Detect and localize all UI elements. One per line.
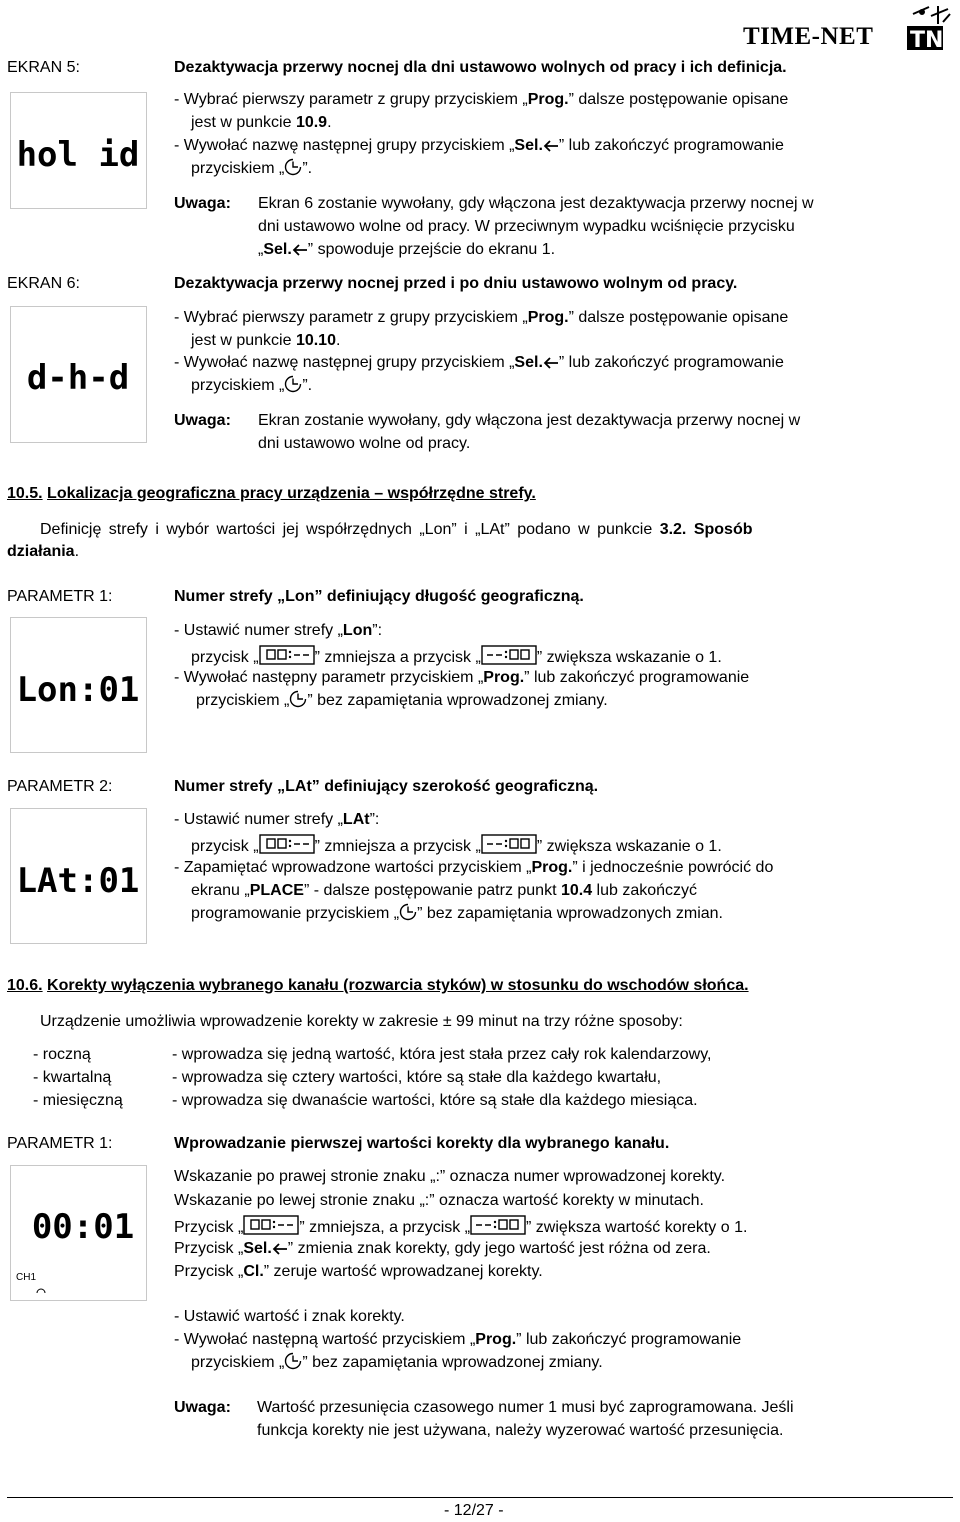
increase-button-icon — [470, 1215, 526, 1235]
screen6-note-line2: dni ustawowo wolne od pracy. — [258, 435, 471, 452]
brand-name: TIME-NET — [743, 23, 874, 50]
param1-corr-note-label: Uwaga: — [174, 1399, 231, 1416]
param1-corr-label: PARAMETR 1: — [7, 1135, 113, 1152]
lcd-lat-text: LAt:01 — [16, 861, 140, 901]
mode-name: - roczną — [33, 1046, 91, 1063]
param1-corr-info1: Wskazanie po prawej stronie znaku „:” oznacza numer wprowadzonej korekty. — [174, 1168, 726, 1185]
param1-corr-note-line2: funkcja korekty nie jest używana, należy wyzerować wartość przesunięcia. — [257, 1422, 784, 1439]
screen5-label: EKRAN 5: — [7, 59, 80, 76]
page-number: - 12/27 - — [444, 1502, 504, 1519]
param1-corr-step1: - Ustawić wartość i znak korekty. — [174, 1308, 405, 1325]
increase-button-icon — [481, 645, 537, 665]
lcd-correction-text: 00:01 — [31, 1207, 135, 1247]
arrow-left-icon — [292, 243, 308, 257]
section-10-5-para-line1: Definicję strefy i wybór wartości jej współrzędnych „Lon” i „LAt” podano w punkcie 3.2. Sposób — [40, 521, 753, 538]
screen6-note-label: Uwaga: — [174, 412, 231, 429]
mode-name: - miesięczną — [33, 1092, 123, 1109]
section-10-5-para-line2: działania. — [7, 543, 80, 560]
lcd-lon — [10, 617, 147, 753]
lcd-screen6-text: d-h-d — [26, 358, 130, 398]
decrease-button-icon — [243, 1215, 299, 1235]
decrease-button-icon — [259, 834, 315, 854]
param1-lon-line2: przycisk „ ” zmniejsza a przycisk „ ” zwiększa wskazanie o 1. — [191, 645, 722, 669]
param1-corr-info5: Przycisk „Cl.” zeruje wartość wprowadzanej korekty. — [174, 1263, 543, 1280]
param1-corr-info2: Wskazanie po lewej stronie znaku „:” oznacza wartość korekty w minutach. — [174, 1192, 704, 1209]
param2-lat-line2: przycisk „ ” zmniejsza a przycisk „ ” zwiększa wskazanie o 1. — [191, 834, 722, 858]
screen5-note-line3: „Sel. ” spowoduje przejście do ekranu 1. — [258, 241, 556, 258]
sun-arc-icon — [37, 1289, 45, 1293]
param1-corr-step3: przyciskiem „ ” bez zapamiętania wprowadzonej zmiany. — [191, 1354, 603, 1371]
arrow-left-icon — [543, 139, 559, 153]
lcd-screen5-text: hol id — [16, 135, 140, 175]
param2-lat-line5: programowanie przyciskiem „ ” bez zapamiętania wprowadzonych zmian. — [191, 905, 723, 922]
param1-lon-line3: - Wywołać następny parametr przyciskiem „Prog.” lub zakończyć programowanie — [174, 669, 750, 686]
mode-desc: - wprowadza się cztery wartości, które są stałe dla każdego kwartału, — [172, 1069, 662, 1086]
section-10-6-intro: Urządzenie umożliwia wprowadzenie korekty w zakresie ± 99 minut na trzy różne sposoby: — [40, 1013, 683, 1030]
param2-lat-line3: - Zapamiętać wprowadzone wartości przyciskiem „Prog.” i jednocześnie powrócić do — [174, 859, 774, 876]
screen5-note-label: Uwaga: — [174, 195, 231, 212]
mode-desc: - wprowadza się dwanaście wartości, które są stałe dla każdego miesiąca. — [172, 1092, 698, 1109]
lcd-lat — [10, 808, 147, 944]
screen6-title: Dezaktywacja przerwy nocnej przed i po dniu ustawowo wolnym od pracy. — [174, 275, 738, 292]
footer-divider — [7, 1497, 953, 1498]
screen5-line3: - Wywołać nazwę następnej grupy przyciskiem „Sel. ” lub zakończyć programowanie — [174, 137, 784, 154]
screen5-line1: - Wybrać pierwszy parametr z grupy przyciskiem „Prog.” dalsze postępowanie opisane — [174, 91, 789, 108]
lcd-screen6 — [10, 306, 147, 443]
param1-lon-title: Numer strefy „Lon” definiujący długość geograficzną. — [174, 588, 584, 605]
clock-icon — [284, 1352, 302, 1370]
increase-button-icon — [481, 834, 537, 854]
screen6-line2: jest w punkcie 10.10. — [191, 332, 341, 349]
mode-name: - kwartalną — [33, 1069, 112, 1086]
clock-icon — [399, 903, 417, 921]
lcd-lon-text: Lon:01 — [16, 670, 140, 710]
clock-icon — [284, 158, 302, 176]
arrow-left-icon — [543, 356, 559, 370]
clock-icon — [284, 375, 302, 393]
screen5-note-line2: dni ustawowo wolne od pracy. W przeciwnym wypadku wciśnięcie przycisku — [258, 218, 795, 235]
param1-lon-line4: przyciskiem „ ” bez zapamiętania wprowadzonej zmiany. — [196, 692, 608, 709]
screen5-title: Dezaktywacja przerwy nocnej dla dni ustawowo wolnych od pracy i ich definicja. — [174, 59, 787, 76]
param1-corr-step2: - Wywołać następną wartość przyciskiem „Prog.” lub zakończyć programowanie — [174, 1331, 742, 1348]
screen6-label: EKRAN 6: — [7, 275, 80, 292]
screen6-note-line1: Ekran zostanie wywołany, gdy włączona jest dezaktywacja przerwy nocnej w — [258, 412, 801, 429]
screen5-note-line1: Ekran 6 zostanie wywołany, gdy włączona jest dezaktywacja przerwy nocnej w — [258, 195, 814, 212]
param1-corr-info4: Przycisk „Sel. ” zmienia znak korekty, gdy jego wartość jest różna od zera. — [174, 1240, 711, 1257]
param2-lat-title: Numer strefy „LAt” definiujący szerokość geograficzną. — [174, 778, 599, 795]
param1-lon-label: PARAMETR 1: — [7, 588, 113, 605]
screen6-line4: przyciskiem „ ”. — [191, 377, 313, 394]
screen6-line3: - Wywołać nazwę następnej grupy przyciskiem „Sel. ” lub zakończyć programowanie — [174, 354, 784, 371]
decrease-button-icon — [259, 645, 315, 665]
screen5-line4: przyciskiem „ ”. — [191, 160, 313, 177]
param2-lat-line1: - Ustawić numer strefy „LAt”: — [174, 811, 380, 828]
channel-label: CH1 — [16, 1272, 37, 1283]
param1-corr-title: Wprowadzanie pierwszej wartości korekty dla wybranego kanału. — [174, 1135, 670, 1152]
lcd-correction — [10, 1165, 147, 1301]
param1-lon-line1: - Ustawić numer strefy „Lon”: — [174, 622, 383, 639]
screen6-line1: - Wybrać pierwszy parametr z grupy przyciskiem „Prog.” dalsze postępowanie opisane — [174, 309, 789, 326]
mode-desc: - wprowadza się jedną wartość, która jest stała przez cały rok kalendarzowy, — [172, 1046, 712, 1063]
arrow-left-icon — [272, 1242, 288, 1256]
section-10-6-heading: 10.6. Korekty wyłączenia wybranego kanału (rozwarcia styków) w stosunku do wschodów słońca. — [7, 977, 749, 994]
param2-lat-label: PARAMETR 2: — [7, 778, 113, 795]
param1-corr-info3: Przycisk „ ” zmniejsza, a przycisk „ ” zwiększa wartość korekty o 1. — [174, 1215, 747, 1239]
lcd-screen5 — [10, 92, 147, 209]
screen5-line2: jest w punkcie 10.9. — [191, 114, 332, 131]
clock-icon — [289, 690, 307, 708]
param2-lat-line4: ekranu „PLACE” - dalsze postępowanie patrz punkt 10.4 lub zakończyć — [191, 882, 698, 899]
section-10-5-heading: 10.5. Lokalizacja geograficzna pracy urządzenia – współrzędne strefy. — [7, 485, 536, 502]
param1-corr-note-line1: Wartość przesunięcia czasowego numer 1 musi być zaprogramowana. Jeśli — [257, 1399, 794, 1416]
logo-letters: TN — [910, 28, 944, 53]
